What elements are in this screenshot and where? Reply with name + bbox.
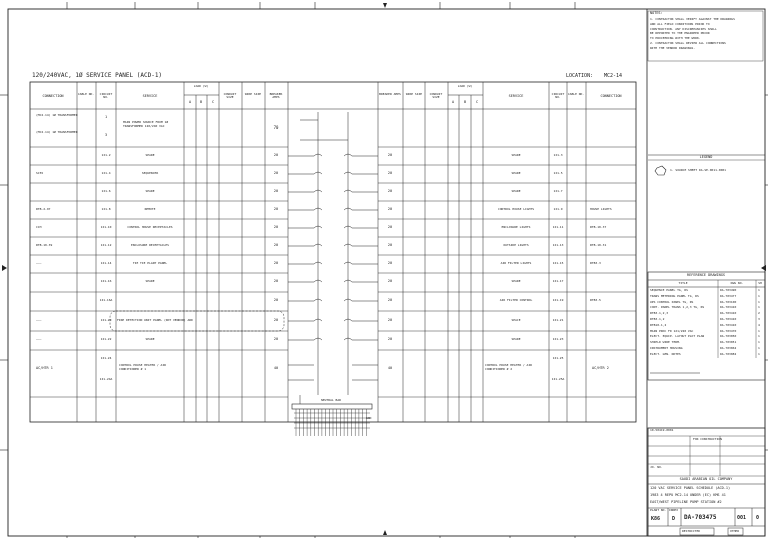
- left-circuit-no: 1I1-10: [100, 225, 112, 229]
- header-service-right: SERVICE: [508, 94, 524, 98]
- header-cable-left: CABLE NO.: [77, 92, 95, 96]
- left-service: SPARE: [145, 279, 155, 283]
- reference-sheet: 3: [758, 317, 760, 321]
- left-service: SPARE: [145, 189, 155, 193]
- right-circuit-no: 1I1-19: [552, 298, 564, 302]
- left-connection: ———: [36, 337, 42, 341]
- header-phase-b-left: B: [199, 100, 203, 104]
- reference-col-dwg: DWG NO.: [730, 281, 744, 285]
- header-connection-left: CONNECTION: [42, 94, 64, 98]
- row13-right-breaker: 40: [387, 366, 393, 370]
- header-load-right: LOAD (W): [457, 84, 473, 88]
- header-circuit-left: CIRCUIT NO.: [99, 92, 113, 99]
- left-connection: ———: [36, 261, 42, 265]
- left-service: SPARE: [145, 153, 155, 157]
- right-service: AIR FILTER CONTROL: [499, 298, 533, 302]
- left-breaker-amps: 20: [273, 297, 279, 302]
- left-connection: SC55: [36, 171, 44, 175]
- left-circuit-no: 1I1-6: [101, 189, 111, 193]
- plant-label: PLANT NO.: [650, 508, 667, 512]
- right-breaker-amps: 20: [387, 152, 393, 157]
- left-service: SEQUENCER: [141, 171, 159, 175]
- file-no: 10-50419-0001: [650, 428, 674, 432]
- reference-title: ELECT. GEN. NOTES: [650, 351, 681, 356]
- left-breaker-amps: 20: [273, 224, 279, 229]
- note-line: CONSTRUCTION. ANY DISCREPANCIES SHALL: [650, 26, 717, 31]
- title-line-3: EAST/WEST PIPELINE PUMP STATION #2: [650, 500, 722, 504]
- title-line-1: 120 VAC SERVICE PANEL SCHEDULE (ACD-1): [650, 486, 731, 490]
- right-circuit-no: 1I1-15: [552, 261, 564, 265]
- reference-title: UPS CONTROL PANEL TG, RS: [650, 299, 694, 304]
- neutral-bar-label: NEUTRAL BAR: [321, 398, 341, 402]
- left-circuit-no: 1I1-22: [100, 337, 112, 341]
- reference-dwg-no: DA-703410: [720, 322, 737, 327]
- reference-title: RTB3-1,2,3: [650, 311, 669, 316]
- reference-title: SEQUENCE PANEL TG, RS: [650, 288, 688, 292]
- reference-dwg-no: DA-703082: [720, 351, 737, 356]
- header-circuit-right: CIRCUIT NO.: [551, 92, 565, 99]
- note-line: 2. CONTRACTOR SHALL REVIEW ALL CONNECTIONS: [650, 41, 726, 45]
- header-wire-right: WIRE SIZE: [405, 92, 423, 96]
- reference-dwg-no: DA-703477: [720, 293, 737, 298]
- right-breaker-amps: 20: [387, 224, 393, 229]
- reference-sheet: 1: [758, 328, 760, 333]
- header-phase-a-right: A: [451, 100, 455, 104]
- company-name: SAUDI ARABIAN OIL COMPANY: [679, 477, 733, 481]
- drawing-number: DA-703475: [684, 514, 717, 521]
- right-connection: HOUSE LIGHTS: [590, 207, 612, 211]
- index-value: D: [672, 516, 676, 522]
- reference-sheet: 1: [758, 334, 760, 339]
- ground-label: GND: [366, 416, 372, 420]
- right-service: CONTROL HOUSE LIGHTS: [497, 207, 535, 211]
- right-breaker-amps: 20: [387, 297, 393, 302]
- left-breaker-amps: 20: [273, 152, 279, 157]
- left-circuit-no: 1I1-14: [100, 261, 112, 265]
- reference-title: RTB3-1,2: [650, 317, 665, 321]
- right-circuit-no: 1I1-17: [552, 279, 564, 283]
- reference-col-sh: SH: [758, 281, 762, 285]
- left-circuit-no: 1I1-16: [100, 279, 112, 283]
- row1-connection-a: (MC2-14) 1Ø TRANSFORMER: [36, 113, 78, 117]
- reference-sheet: 2: [758, 311, 760, 316]
- restricted-stamp: RESTRICTED: [682, 529, 701, 533]
- reference-sheet: 1: [758, 346, 760, 350]
- reference-sheet: 1: [758, 351, 760, 356]
- notes-heading: NOTES:: [650, 11, 663, 15]
- reference-sheet: 1: [758, 340, 760, 345]
- right-breaker-amps: 20: [387, 242, 393, 247]
- right-breaker-amps: 20: [387, 188, 393, 193]
- reference-sheet: 4: [758, 322, 760, 327]
- left-circuit-no: 1I1-12: [100, 243, 112, 247]
- row13-breaker: 40: [273, 366, 279, 370]
- left-breaker-amps: 20: [273, 188, 279, 193]
- left-circuit-no: 1I1-4: [101, 171, 111, 175]
- header-breaker-left: BREAKER AMPS: [269, 92, 283, 99]
- right-breaker-amps: 20: [387, 170, 393, 175]
- right-service: SPARE: [511, 189, 521, 193]
- right-circuit-no: 1I1-13: [552, 243, 564, 247]
- left-circuit-no: 1I1-2: [101, 153, 111, 157]
- right-service: SPARE: [511, 171, 521, 175]
- header-conduit-right: CONDUIT SIZE: [429, 92, 443, 99]
- left-breaker-amps: 20: [273, 260, 279, 265]
- reference-dwg-no: DA-703410: [720, 305, 737, 310]
- right-connection: RTB-10-37: [590, 225, 607, 229]
- location-label: LOCATION:: [566, 73, 594, 79]
- left-connection: RTB-10-39: [36, 243, 53, 247]
- reference-sheet: 1: [758, 288, 760, 292]
- left-service: ENCLOSURE RECEPTACLES: [131, 243, 169, 247]
- title-line-2: 1983 4 REPU MC2-14 UNDER (EC) KMS 41: [650, 493, 726, 497]
- left-breaker-amps: 20: [273, 170, 279, 175]
- note-line: 1. CONTRACTOR SHALL VERIFY AGAINST THE DRAWINGS: [650, 17, 735, 21]
- right-service: SPARE: [511, 153, 521, 157]
- reference-title: CONT. PANEL TRANS 1,2,3 TG, RS: [650, 305, 705, 310]
- header-cable-right: CABLE NO.: [567, 92, 585, 96]
- reference-title: INSTRUMENT HOUSING: [650, 346, 683, 350]
- note-line: AND ALL FIELD CONDITIONS PRIOR TO: [650, 21, 710, 26]
- left-service: SPARE: [145, 337, 155, 341]
- row13-right-service: CONTROL HOUSE HEATER / AIR CONDITIONER # 2: [485, 363, 532, 372]
- job-no-label: JO. NO.: [650, 465, 663, 469]
- right-circuit-no: 1I1-3: [553, 153, 563, 157]
- left-connection: CCH: [36, 225, 42, 229]
- revision-number: 0: [756, 515, 760, 521]
- right-service: SPARE: [511, 337, 521, 341]
- row13-right-circuit-b: 1I1-25A: [551, 377, 565, 381]
- left-service: CONTROL HOUSE RECEPTACLES: [127, 225, 173, 229]
- left-breaker-amps: 20: [273, 317, 279, 322]
- right-breaker-amps: 20: [387, 317, 393, 322]
- reference-dwg-no: DA-703062: [720, 346, 737, 350]
- row1-service: MAIN POWER SOURCE FROM 1Ø TRANSFORMER 120/240 VAC: [123, 120, 169, 129]
- right-circuit-no: 1I1-23: [552, 337, 564, 341]
- right-breaker-amps: 20: [387, 206, 393, 211]
- other-stamp: OTHER: [730, 529, 740, 533]
- reference-col-title: TITLE: [678, 281, 688, 285]
- left-connection: RTB-2-97: [36, 207, 51, 211]
- note-line: BE REPORTED TO THE ENGINEER PRIOR: [650, 31, 710, 36]
- sheet-number: 001: [737, 515, 747, 521]
- header-phase-c-left: C: [211, 100, 215, 104]
- left-service: TIE TIE PLANT PANEL: [132, 261, 168, 265]
- left-breaker-amps: 20: [273, 206, 279, 211]
- row13-circuit-a: 1I1-24: [100, 356, 112, 360]
- right-breaker-amps: 20: [387, 278, 393, 283]
- note-line: TO PROCEEDING WITH THE WORK.: [650, 36, 701, 41]
- row13-service: CONTROL HOUSE HEATER / AIR CONDITIONER # 1: [119, 363, 166, 372]
- right-circuit-no: 1I1-11: [552, 225, 564, 229]
- right-service: OUTSIDE LIGHTS: [503, 243, 529, 247]
- reference-title: ELECT. EQUIP. LAYOUT PLOT PLAN: [650, 334, 705, 339]
- right-service: SPARE: [511, 279, 521, 283]
- header-phase-c-right: C: [475, 100, 479, 104]
- row1-breaker: 70: [273, 125, 279, 130]
- row13-circuit-b: 1I1-24A: [99, 377, 113, 381]
- header-phase-a-left: A: [188, 100, 192, 104]
- legend-heading: LEGEND: [699, 155, 713, 159]
- right-connection: RTB3-3: [590, 261, 601, 265]
- location-value: MC2-14: [604, 73, 623, 79]
- reference-dwg-no: DA-703470: [720, 328, 737, 333]
- right-service: AIR FILTER LIGHTS: [500, 261, 532, 265]
- reference-sheet: 1: [758, 299, 760, 304]
- left-circuit-no: 1I1-8: [101, 207, 111, 211]
- left-breaker-amps: 20: [273, 278, 279, 283]
- header-conduit-left: CONDUIT SIZE: [223, 92, 237, 99]
- header-phase-b-right: B: [463, 100, 467, 104]
- note-line: WITH THE VENDOR DRAWINGS.: [650, 45, 696, 50]
- left-breaker-amps: 20: [273, 242, 279, 247]
- right-connection: RTB3-5: [590, 298, 601, 302]
- reference-heading: REFERENCE DRAWINGS: [687, 273, 725, 277]
- reference-title: MAIN PROC FD 121/220 VAC: [650, 328, 694, 333]
- right-circuit-no: 1I1-5: [553, 171, 563, 175]
- right-circuit-no: 1I1-21: [552, 318, 564, 322]
- legend-item: 1. SOURCE SHEET DA-SE-0011-0001: [670, 168, 726, 172]
- row13-right-connection: AC/HTR 2: [592, 366, 609, 370]
- row13-connection: AC/HTR 1: [36, 366, 53, 370]
- header-wire-left: WIRE SIZE: [244, 92, 262, 96]
- header-connection-right: CONNECTION: [600, 94, 622, 98]
- right-breaker-amps: 20: [387, 260, 393, 265]
- header-service-left: SERVICE: [142, 94, 158, 98]
- row13-right-circuit-a: 1I1-25: [552, 356, 564, 360]
- reference-dwg-no: DA-703050: [720, 334, 737, 339]
- reference-dwg-no: DA-703051: [720, 340, 737, 345]
- construction-stamp: FOR CONSTRUCTION: [693, 437, 722, 441]
- reference-dwg-no: DA-703490: [720, 288, 737, 292]
- left-circuit-no: 1I1-16A: [99, 298, 113, 302]
- reference-title: TRANS METERING PANEL TG, RS: [650, 293, 699, 298]
- reference-sheet: 1: [758, 305, 760, 310]
- right-connection: RTB-10-31: [590, 243, 607, 247]
- left-service: REMOTE: [144, 207, 156, 211]
- reference-dwg-no: DA-703410: [720, 317, 737, 321]
- row1-circuit-a: 1: [104, 115, 108, 119]
- header-load-left: LOAD (W): [193, 84, 209, 88]
- index-label: INDEX: [669, 508, 679, 512]
- header-breaker-right: BREAKER AMPS: [379, 92, 401, 96]
- right-circuit-no: 1I1-9: [553, 207, 563, 211]
- reference-dwg-no: DA-703100: [720, 299, 737, 304]
- reference-title: RTB10-1,2: [650, 322, 667, 327]
- panel-title: 120/240VAC, 1Ø SERVICE PANEL (ACD-1): [32, 72, 163, 79]
- reference-dwg-no: DA-703410: [720, 311, 737, 316]
- reference-sheet: 1: [758, 293, 760, 298]
- plant-no: K86: [651, 516, 661, 522]
- row1-circuit-b: 3: [104, 133, 108, 137]
- row1-connection-b: (MC2-14) 1Ø TRANSFORMER: [36, 130, 78, 134]
- reference-title: SHIELD WIRE TERM.: [650, 340, 681, 345]
- right-service: ENCLOSURE LIGHTS: [501, 225, 531, 229]
- right-service: SPACE: [511, 318, 521, 322]
- left-service: FIRE DETECTION UNIT PANEL (NOT VENDOR) ARD: [117, 318, 193, 322]
- right-breaker-amps: 20: [387, 336, 393, 341]
- right-circuit-no: 1I1-7: [553, 189, 563, 193]
- left-connection: ———: [36, 318, 42, 322]
- left-circuit-no: 1I1-20: [100, 318, 112, 322]
- left-breaker-amps: 20: [273, 336, 279, 341]
